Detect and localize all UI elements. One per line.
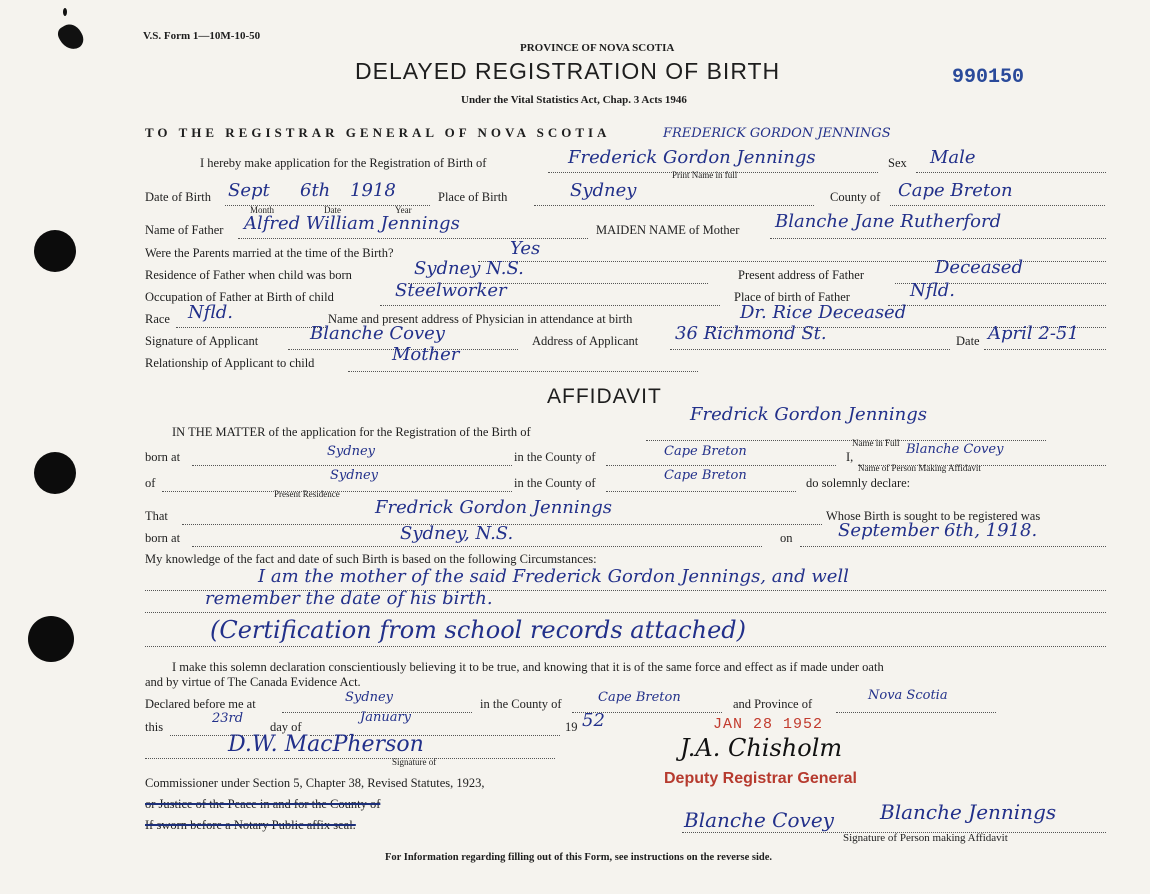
caption-name-in-full: Name in Full [852, 438, 900, 448]
father-pob: Nfld. [910, 280, 955, 301]
matter-name: Fredrick Gordon Jennings [690, 404, 927, 425]
ink-blot [63, 8, 67, 16]
year: 52 [582, 710, 605, 731]
caption-date: Date [324, 205, 341, 215]
footer-note: For Information regarding filling out of this Form, see instructions on the reverse side. [385, 852, 773, 863]
of-residence: Sydney [330, 468, 378, 483]
born-at-2: Sydney, N.S. [400, 523, 514, 544]
deputy-registrar-stamp: Deputy Registrar General [664, 770, 857, 787]
caption-present-residence: Present Residence [274, 489, 340, 499]
label-county: County of [830, 190, 881, 204]
dob-year: 1918 [350, 180, 396, 201]
month: January [360, 710, 412, 725]
label-in-county: in the County of [514, 450, 596, 464]
circumstances-line-1: I am the mother of the said Frederick Gordon Jennings, and well [258, 566, 849, 587]
affidavit-heading: AFFIDAVIT [547, 385, 662, 408]
label-married: Were the Parents married at the time of the Birth? [145, 246, 394, 260]
circumstances-line-2: remember the date of his birth. [205, 588, 493, 609]
label-solemnly-declare: do solemnly declare: [806, 476, 911, 490]
province: Nova Scotia [868, 688, 948, 703]
label-present-address: Present address of Father [738, 268, 865, 282]
county-3: Cape Breton [598, 690, 681, 705]
birth-date-on: September 6th, 1918. [838, 520, 1038, 541]
affiant-signature: Blanche Covey [684, 808, 834, 832]
ink-blot [55, 20, 87, 54]
that-name: Fredrick Gordon Jennings [375, 497, 612, 518]
applicant-address: 36 Richmond St. [675, 323, 827, 344]
child-name: Frederick Gordon Jennings [568, 147, 816, 168]
form-code: V.S. Form 1—10M-10-50 [143, 30, 261, 42]
punch-hole [34, 452, 76, 494]
circumstances-line-3: (Certification from school records attached) [210, 616, 747, 644]
registration-number: 990150 [952, 66, 1025, 89]
label-date: Date [956, 334, 980, 348]
application-date: April 2-51 [988, 323, 1079, 344]
punch-hole [34, 230, 76, 272]
place-of-birth: Sydney [570, 180, 637, 201]
label-province: and Province of [733, 697, 813, 711]
punch-hole [28, 616, 74, 662]
father-residence: Sydney N.S. [414, 258, 524, 279]
addressee-name: FREDERICK GORDON JENNINGS [663, 126, 891, 141]
mother-name: Blanche Jane Rutherford [775, 211, 1002, 232]
dob-month: Sept [228, 180, 270, 201]
declared-at: Sydney [345, 690, 393, 705]
label-solemn-declaration-1: I make this solemn declaration conscientiously believing it to be true, and knowing that it is of the same force and effect as if made under oath [172, 660, 884, 674]
county-1: Cape Breton [664, 444, 747, 459]
affiant-name: Blanche Covey [906, 442, 1004, 457]
parents-married: Yes [510, 238, 541, 259]
father-name: Alfred William Jennings [244, 213, 460, 234]
label-knowledge: My knowledge of the fact and date of such Birth is based on the following Circumstances: [145, 552, 597, 566]
label-justice-of-peace: or Justice of the Peace in and for the County of [145, 797, 381, 811]
label-relationship: Relationship of Applicant to child [145, 356, 315, 370]
label-that: That [145, 509, 168, 523]
label-physician: Name and present address of Physician in attendance at birth [328, 312, 633, 326]
dob-day: 6th [300, 180, 331, 201]
race: Nfld. [188, 302, 233, 323]
label-apply: I hereby make application for the Registration of Birth of [200, 156, 487, 170]
commissioner-signature: D.W. MacPherson [228, 732, 424, 757]
label-occupation: Occupation of Father at Birth of child [145, 290, 334, 304]
applicant-signature: Blanche Covey [310, 323, 445, 344]
label-in-the-matter: IN THE MATTER of the application for the Registration of the Birth of [172, 425, 531, 439]
county-2: Cape Breton [664, 468, 747, 483]
label-year-prefix: 19 [565, 720, 578, 734]
registrar-signature: J.A. Chisholm [680, 734, 843, 762]
label-race: Race [145, 312, 170, 326]
label-sex: Sex [888, 156, 907, 170]
father-occupation: Steelworker [395, 280, 507, 301]
label-on: on [780, 531, 793, 545]
label-solemn-declaration-2: and by virtue of The Canada Evidence Act. [145, 675, 361, 689]
label-born-at-2: born at [145, 531, 181, 545]
label-father: Name of Father [145, 223, 224, 237]
label-address: Address of Applicant [532, 334, 639, 348]
received-date-stamp: JAN 28 1952 [713, 716, 824, 733]
label-notary-seal: If sworn before a Notary Public affix seal. [145, 818, 356, 832]
child-sex: Male [930, 147, 976, 168]
label-declared-before: Declared before me at [145, 697, 256, 711]
label-born-at: born at [145, 450, 181, 464]
label-this: this [145, 720, 164, 734]
physician: Dr. Rice Deceased [740, 302, 907, 323]
form-subtitle: Under the Vital Statistics Act, Chap. 3 Acts 1946 [461, 94, 687, 106]
relationship: Mother [392, 344, 460, 365]
caption-person-making-affidavit: Name of Person Making Affidavit [858, 463, 981, 473]
caption-affiant-signature: Signature of Person making Affidavit [843, 832, 1008, 844]
caption-signature-of: Signature of [392, 757, 437, 767]
label-day-of: day of [270, 720, 302, 734]
label-mother: MAIDEN NAME of Mother [596, 223, 740, 237]
affiant-signature-alt: Blanche Jennings [880, 800, 1057, 824]
label-whose-birth: Whose Birth is sought to be registered was [826, 509, 1041, 523]
label-in-county-3: in the County of [480, 697, 562, 711]
label-place-of-birth: Place of Birth [438, 190, 508, 204]
county: Cape Breton [898, 180, 1013, 201]
caption-print-name: Print Name in full [672, 170, 738, 180]
born-at: Sydney [327, 444, 375, 459]
addressee-heading: TO THE REGISTRAR GENERAL OF NOVA SCOTIA [145, 125, 611, 140]
label-father-pob: Place of birth of Father [734, 290, 850, 304]
label-i: I, [846, 450, 854, 464]
label-dob: Date of Birth [145, 190, 211, 204]
day: 23rd [212, 711, 244, 726]
province-heading: PROVINCE OF NOVA SCOTIA [520, 42, 675, 54]
form-title: DELAYED REGISTRATION OF BIRTH [355, 58, 781, 84]
caption-month: Month [250, 205, 275, 215]
label-of: of [145, 476, 156, 490]
father-present-address: Deceased [935, 257, 1023, 278]
label-residence: Residence of Father when child was born [145, 268, 352, 282]
caption-year: Year [395, 205, 412, 215]
label-signature: Signature of Applicant [145, 334, 259, 348]
label-in-county-2: in the County of [514, 476, 596, 490]
label-commissioner: Commissioner under Section 5, Chapter 38, Revised Statutes, 1923, [145, 776, 485, 790]
